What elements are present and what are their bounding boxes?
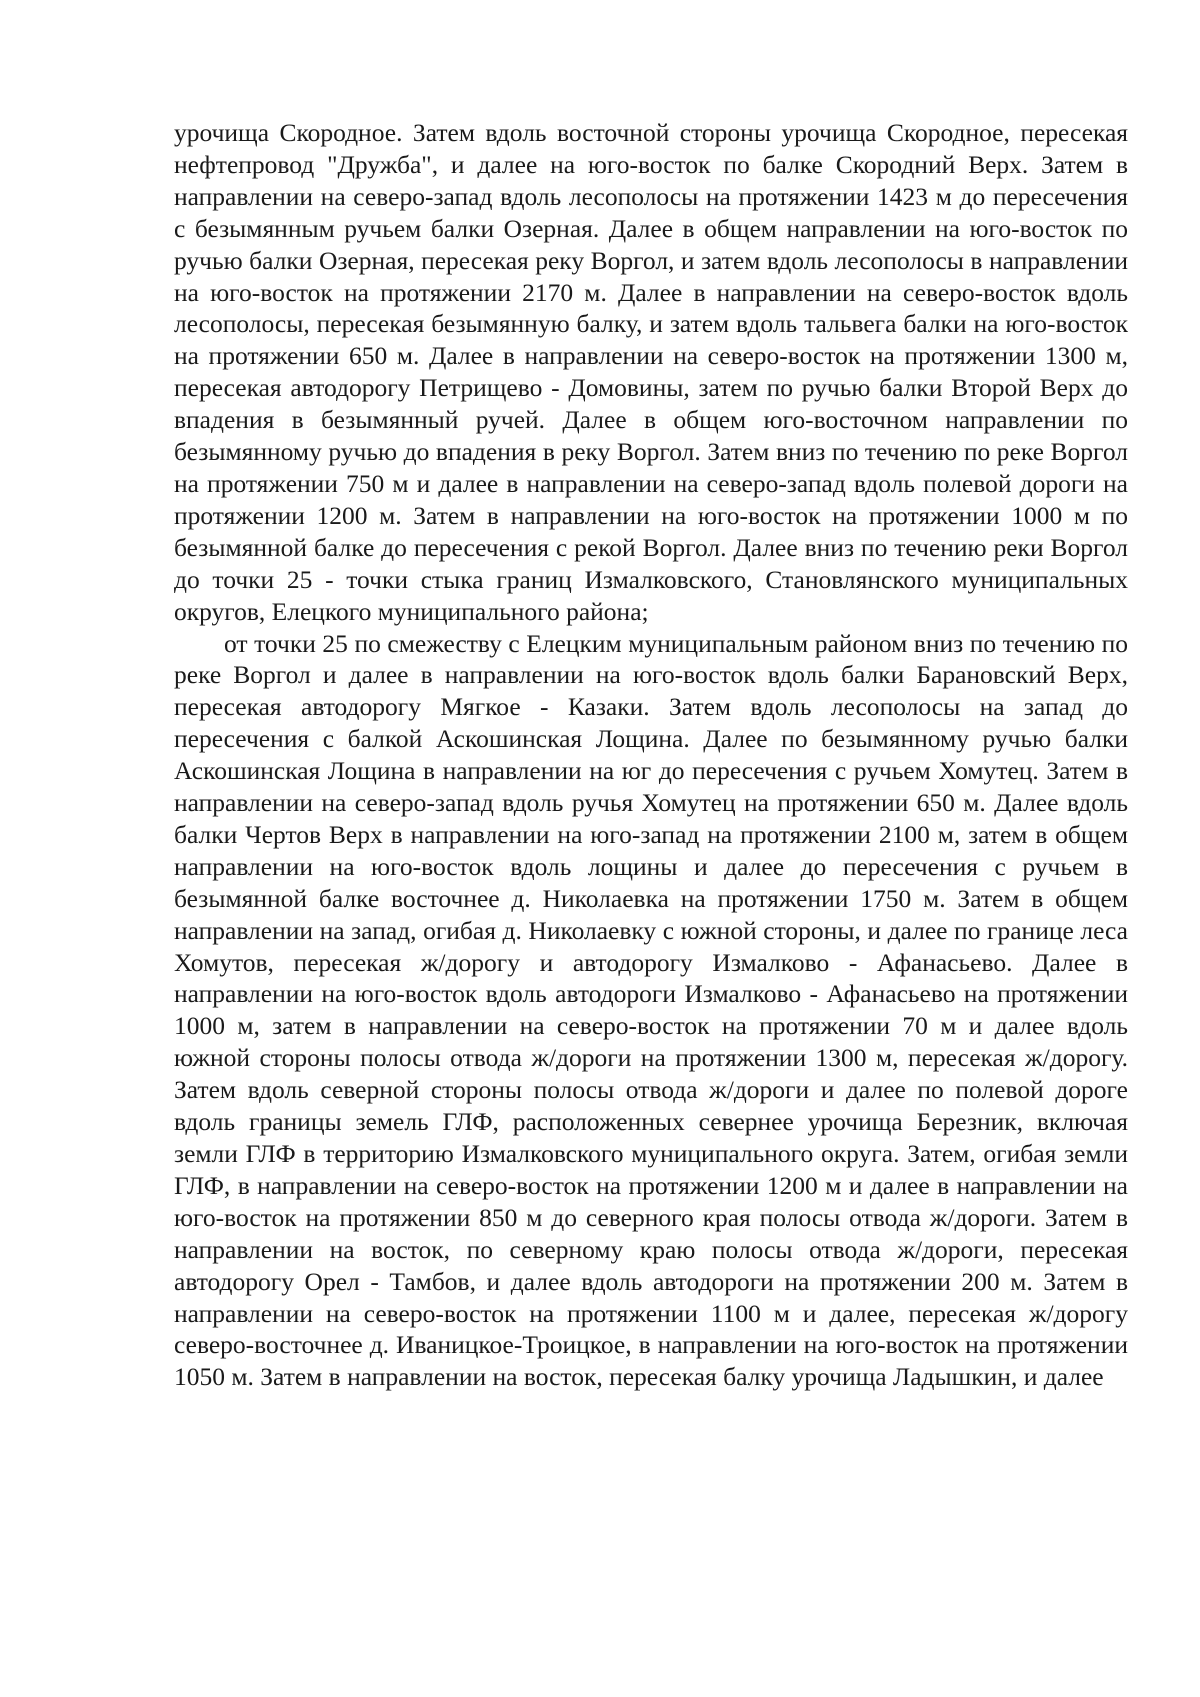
paragraph-1: урочища Скородное. Затем вдоль восточной стороны урочища Скородное, пересекая нефтепровод "Дружба", и далее на юго-восток по балке Скородний Верх. Затем в направлении на северо-запад вдоль лесополосы на протяжении 1423 м до пересечения с безымянным ручьем балки Озерная. Далее в общем направлении на юго-восток по ручью балки Озерная, пересекая реку Воргол, и затем вдоль лесополосы в направлении на юго-восток на протяжении 2170 м. Далее в направлении на северо-восток вдоль лесополосы, пересекая безымянную балку, и затем вдоль тальвега балки на юго-восток на протяжении 650 м. Далее в направлении на северо-восток на протяжении 1300 м, пересекая автодорогу Петрищево - Домовины, затем по ручью балки Второй Верх до впадения в безымянный ручей. Далее в общем юго-восточном направлении по безымянному ручью до впадения в реку Воргол. Затем вниз по течению по реке Воргол на протяжении 750 м и далее в направлении на северо-запад вдоль полевой дороги на протяжении 1200 м. Затем в направлении на юго-восток на протяжении 1000 м по безымянной балке до пересечения с рекой Воргол. Далее вниз по течению реки Воргол до точки 25 - точки стыка границ Измалковского, Становлянского муниципальных округов, Елецкого муниципального района; bbox=[174, 118, 1128, 626]
paragraph-2: от точки 25 по смежеству с Елецким муниципальным районом вниз по течению по реке Воргол и далее в направлении на юго-восток вдоль балки Барановский Верх, пересекая автодорогу Мягкое - Казаки. Затем вдоль лесополосы на запад до пересечения с балкой Аскошинская Лощина. Далее по безымянному ручью балки Аскошинская Лощина в направлении на юг до пересечения с ручьем Хомутец. Затем в направлении на северо-запад вдоль ручья Хомутец на протяжении 650 м. Далее вдоль балки Чертов Верх в направлении на юго-запад на протяжении 2100 м, затем в общем направлении на юго-восток вдоль лощины и далее до пересечения с ручьем в безымянной балке восточнее д. Николаевка на протяжении 1750 м. Затем в общем направлении на запад, огибая д. Николаевку с южной стороны, и далее по границе леса Хомутов, пересекая ж/дорогу и автодорогу Измалково - Афанасьево. Далее в направлении на юго-восток вдоль автодороги Измалково - Афанасьево на протяжении 1000 м, затем в направлении на северо-восток на протяжении 70 м и далее вдоль южной стороны полосы отвода ж/дороги на протяжении 1300 м, пересекая ж/дорогу. Затем вдоль северной стороны полосы отвода ж/дороги и далее по полевой дороге вдоль границы земель ГЛФ, расположенных севернее урочища Березник, включая земли ГЛФ в территорию Измалковского муниципального округа. Затем, огибая земли ГЛФ, в направлении на северо-восток на протяжении 1200 м и далее в направлении на юго-восток на протяжении 850 м до северного края полосы отвода ж/дороги. Затем в направлении на восток, по северному краю полосы отвода ж/дороги, пересекая автодорогу Орел - Тамбов, и далее вдоль автодороги на протяжении 200 м. Затем в направлении на северо-восток на протяжении 1100 м и далее, пересекая ж/дорогу северо-восточнее д. Иваницкое-Троицкое, в направлении на юго-восток на протяжении 1050 м. Затем в направлении на восток, пересекая балку урочища Ладышкин, и далее bbox=[174, 628, 1128, 1392]
document-body bbox=[174, 117, 1128, 1393]
